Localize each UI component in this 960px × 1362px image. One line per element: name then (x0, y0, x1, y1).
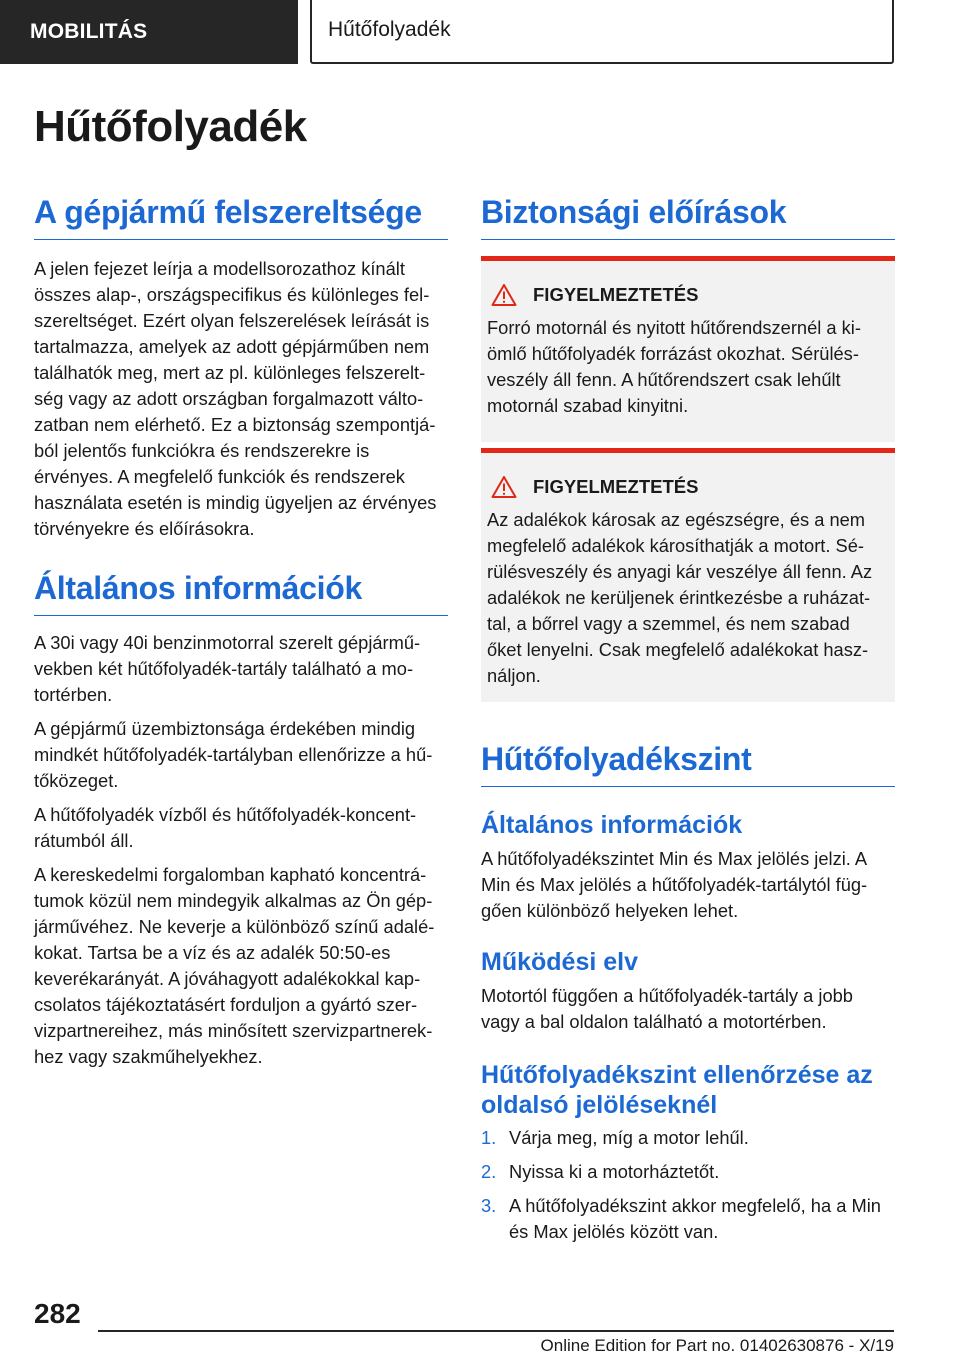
general-info-paragraph-4: A kereskedelmi forgalomban kapható koncentrátumok közül nem mindegyik alkalmas az Ön gépjárművéhez. Ne keverje a különböző színű adalékokat. Tartsa be a víz és az adalék 50:50-es keverékarányát. A jóváhagyott adalékokkal kapcsolatos tájékoztatásért forduljon a gyártó szervizpartnereihez, más minősített szervizpartnerekhez vagy szakműhelyekhez. (34, 864, 435, 1067)
equipment-paragraph (34, 256, 448, 550)
warning-triangle-icon (491, 283, 517, 307)
page-number: 282 (34, 1298, 81, 1329)
step-text: Várja meg, míg a motor lehűl. (509, 1127, 749, 1148)
level-general-paragraph: A hűtőfolyadékszintet Min és Max jelölés jelzi. A Min és Max jelölés a hűtőfolyadék-tartálytól függően különböző helyeken lehet. (481, 848, 868, 921)
heading-equipment: A gépjármű felszereltsége (34, 194, 448, 240)
warning-text-2: Az adalékok károsak az egészségre, és a nem megfelelő adalékok károsíthatják a motort. Sérülésveszély és anyagi kár veszélye áll fenn. Az adalékok ne kerüljenek érintkezésbe a ruházattal, a bőrrel vagy a szemmel, és nem szabad őket lenyelni. Csak megfelelő adalékokat használjon. (487, 509, 873, 686)
warning-title-1: FIGYELMEZTETÉS (533, 284, 699, 305)
subheading-level-check: Hűtőfolyadékszint ellenőrzése az oldalsó jelöléseknél (481, 1061, 873, 1119)
list-item (481, 1159, 895, 1185)
general-info-paragraph-3: A hűtőfolyadék vízből és hűtőfolyadék-koncentrátumból áll. (34, 804, 417, 851)
warning-box-1 (481, 256, 895, 442)
chapter-tab: Hűtőfolyadék (310, 0, 894, 64)
subheading-general-info: Általános információk (481, 811, 743, 839)
general-info-paragraph-1: A 30i vagy 40i benzinmotorral szerelt gépjárművekben két hűtőfolyadék-tartály található a motortérben. (34, 632, 421, 705)
page-title: Hűtőfolyadék (34, 102, 307, 151)
general-info-body (34, 630, 448, 1078)
principle-paragraph: Motortól függően a hűtőfolyadék-tartály a jobb vagy a bal oldalon található a motortérben. (481, 985, 853, 1032)
general-info-paragraph-2: A gépjármű üzembiztonsága érdekében mindig mindkét hűtőfolyadék-tartályban ellenőrizze a hűtőközeget. (34, 718, 433, 791)
warning-triangle-icon (491, 475, 517, 499)
list-item (481, 1125, 895, 1151)
list-item (481, 1193, 895, 1245)
heading-general-info: Általános információk (34, 570, 448, 616)
step-number: 3. (481, 1195, 497, 1216)
step-number: 2. (481, 1161, 497, 1182)
warning-title-2: FIGYELMEZTETÉS (533, 476, 699, 497)
heading-safety: Biztonsági előírások (481, 194, 895, 240)
step-number: 1. (481, 1127, 497, 1148)
edition-note: Online Edition for Part no. 01402630876 - X/19 (540, 1336, 894, 1355)
section-tab: MOBILITÁS (0, 0, 298, 64)
heading-coolant-level: Hűtőfolyadékszint (481, 741, 895, 787)
warning-header-1 (491, 283, 887, 307)
equipment-text: A jelen fejezet leírja a modellsorozathoz kínált összes alap-, országspecifikus és különleges felszereltséget. Ezért olyan felszerelések leírását is tartalmazza, amelyek az adott gépjárműben nem találhatók meg, mert az pl. különleges felszereltség vagy az adott országban forgalmazott változatban nem elérhető. Ez a biztonság szempontjából jelentős funkciókra és rendszerekre is érvényes. A megfelelő funkciók és rendszerek használata esetén is mindig ügyeljen az érvényes törvényekre és előírásokra. (34, 258, 437, 539)
subheading-principle: Működési elv (481, 948, 638, 976)
step-text: Nyissa ki a motorháztetőt. (509, 1161, 720, 1182)
warning-box-2 (481, 448, 895, 702)
footer-divider (98, 1330, 894, 1332)
steps-list (481, 1125, 895, 1253)
warning-header-2 (491, 475, 887, 499)
warning-text-1: Forró motornál és nyitott hűtőrendszernél a kiömlő hűtőfolyadék forrázást okozhat. Sérülésveszély áll fenn. A hűtőrendszert csak lehűlt motornál szabad kinyitni. (487, 317, 861, 416)
step-text: A hűtőfolyadékszint akkor megfelelő, ha a Min és Max jelölés között van. (509, 1195, 881, 1242)
